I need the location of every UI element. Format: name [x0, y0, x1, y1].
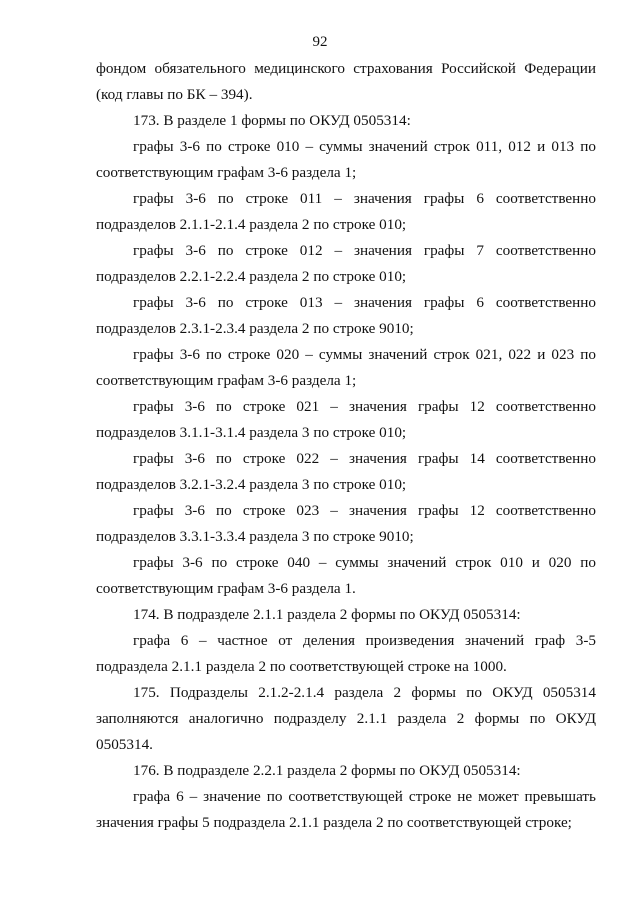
document-body	[96, 56, 596, 836]
paragraph: графы 3-6 по строке 023 – значения графы 12 соответственно подразделов 3.3.1-3.3.4 раздела 3 по строке 9010;	[96, 502, 596, 545]
paragraph: графы 3-6 по строке 021 – значения графы 12 соответственно подразделов 3.1.1-3.1.4 раздела 3 по строке 010;	[96, 398, 596, 441]
paragraph: 174. В подразделе 2.1.1 раздела 2 формы по ОКУД 0505314:	[133, 606, 521, 623]
paragraph: графы 3-6 по строке 040 – суммы значений строк 010 и 020 по соответствующим графам 3-6 раздела 1.	[96, 554, 596, 597]
paragraph: фондом обязательного медицинского страхования Российской Федерации (код главы по БК – 394).	[96, 60, 596, 103]
page-number: 92	[312, 34, 328, 50]
paragraph: графы 3-6 по строке 012 – значения графы 7 соответственно подразделов 2.2.1-2.2.4 раздела 2 по строке 010;	[96, 242, 596, 285]
paragraph: 176. В подразделе 2.2.1 раздела 2 формы по ОКУД 0505314:	[133, 762, 521, 779]
paragraph: графы 3-6 по строке 013 – значения графы 6 соответственно подразделов 2.3.1-2.3.4 раздела 2 по строке 9010;	[96, 294, 596, 337]
paragraph: графы 3-6 по строке 022 – значения графы 14 соответственно подразделов 3.2.1-3.2.4 раздела 3 по строке 010;	[96, 450, 596, 493]
paragraph: графа 6 – частное от деления произведения значений граф 3-5 подраздела 2.1.1 раздела 2 по соответствующей строке на 1000.	[96, 632, 596, 675]
paragraph: 175. Подразделы 2.1.2-2.1.4 раздела 2 формы по ОКУД 0505314 заполняются аналогично подразделу 2.1.1 раздела 2 формы по ОКУД 0505314.	[96, 684, 596, 753]
paragraph: 173. В разделе 1 формы по ОКУД 0505314:	[133, 112, 411, 129]
paragraph: графы 3-6 по строке 020 – суммы значений строк 021, 022 и 023 по соответствующим графам 3-6 раздела 1;	[96, 346, 596, 389]
paragraph: графы 3-6 по строке 011 – значения графы 6 соответственно подразделов 2.1.1-2.1.4 раздела 2 по строке 010;	[96, 190, 596, 233]
paragraph: графа 6 – значение по соответствующей строке не может превышать значения графы 5 подраздела 2.1.1 раздела 2 по соответствующей строке;	[96, 788, 596, 831]
paragraph: графы 3-6 по строке 010 – суммы значений строк 011, 012 и 013 по соответствующим графам 3-6 раздела 1;	[96, 138, 596, 181]
